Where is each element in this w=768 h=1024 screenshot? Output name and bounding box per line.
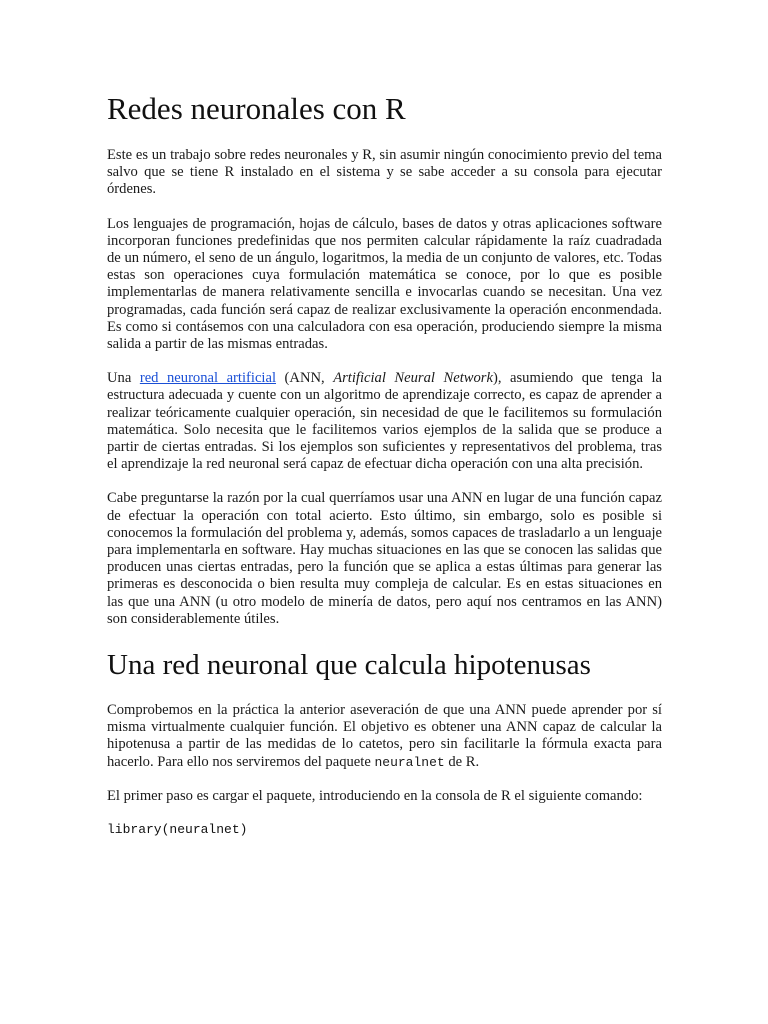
paragraph-functions: Los lenguajes de programación, hojas de cálculo, bases de datos y otras aplicaciones software incorporan funciones predefinidas que nos permiten calcular rápidamente la raíz cuadradada de un número, el seno de un ángulo, logaritmos, la media de un conjunto de valores, etc. Todas estas son operaciones cuya formulación matemática se conoce, por lo que es posible implementarlas de manera relativamente sencilla e invocarlas cuando se necesitan. Una vez programadas, cada función será capaz de realizar exclusivamente la operación enconmendada. Es como si contásemos con una calculadora con esa operación, produciendo siempre la misma salida a partir de las mismas entradas. [107, 215, 662, 353]
paragraph-hypotenuse [107, 702, 662, 771]
inline-code-package: neuralnet [374, 754, 445, 770]
ann-link[interactable]: red neuronal artificial [139, 370, 277, 387]
ann-rest: ), asumiendo que tenga la estructura adecuada y cuente con un algoritmo de aprendizaje correcto, es capaz de aprender a realizar teóricamente cualquier operación, sin necesidad de que le facilitemos su formulación matemática. Solo necesita que le facilitemos varios ejemplos de la salida que se produce a partir de ciertas entradas. Si los ejemplos son suficientes y representativos del problema, tras el aprendizaje la red neuronal será capaz de efectuar dicha operación con una alta precisión. [107, 370, 662, 473]
paragraph-why-ann: Cabe preguntarse la razón por la cual querríamos usar una ANN en lugar de una función capaz de efectuar la operación con total acierto. Esto último, sin embargo, solo es posible si conocemos la formulación del problema y, además, somos capaces de trasladarlo a un lenguaje para implementarla en software. Hay muchas situaciones en las que se conocen las salidas que producen unas ciertas entradas, pero la función que se aplica a estas últimas para generar las primeras es desconocida o bien resulta muy compleja de calcular. Es en estas situaciones en las que una ANN (u otro modelo de minería de datos, pero aquí nos centramos en las ANN) son considerablemente útiles. [107, 490, 662, 627]
ann-mid: (ANN, [276, 370, 334, 387]
hypotenuse-text: Comprobemos en la práctica la anterior aseveración de que una ANN puede aprender por sí misma virtualmente cualquier función. El objetivo es obtener una ANN capaz de calcular la hipotenusa a partir de las medidas de lo catetos, pero sin facilitarle la fórmula exacta para hacerlo. Para ello nos serviremos del paquete [107, 702, 662, 770]
paragraph-first-step: El primer paso es cargar el paquete, introduciendo en la consola de R el siguiente comando: [107, 787, 643, 804]
page-title: Redes neuronales con R [107, 91, 406, 126]
hypotenuse-end: de R. [444, 753, 480, 770]
document-content [107, 89, 662, 838]
paragraph-ann [107, 370, 662, 473]
ann-prefix: Una [107, 370, 140, 387]
section-title: Una red neuronal que calcula hipotenusas [107, 649, 591, 682]
code-block: library(neuralnet) [107, 822, 248, 838]
paragraph-intro: Este es un trabajo sobre redes neuronales y R, sin asumir ningún conocimiento previo del tema salvo que se tiene R instalado en el sistema y se sabe acceder a su consola para ejecutar órdenes. [107, 147, 662, 198]
ann-italic: Artificial Neural Network [333, 370, 493, 387]
